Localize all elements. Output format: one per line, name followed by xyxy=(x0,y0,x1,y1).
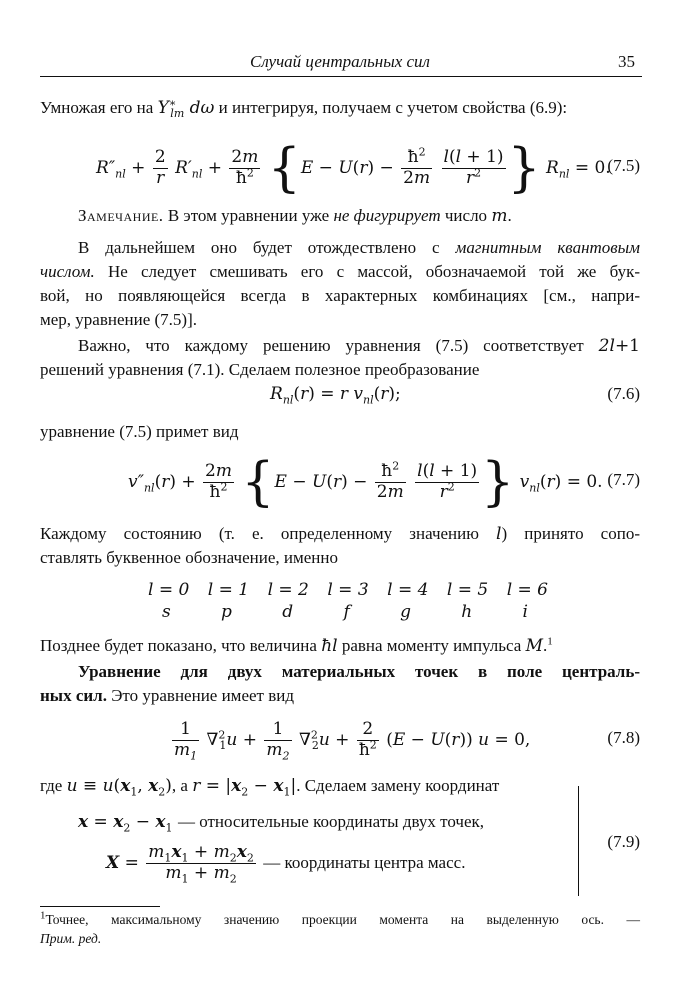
paragraph-3-line-2: решений уравнения (7.1). Сделаем полезное преобразование xyxy=(40,360,480,379)
paragraph-4: уравнение (7.5) примет вид xyxy=(40,422,239,441)
state-letter: f xyxy=(343,602,350,622)
state-letter: s xyxy=(162,602,171,622)
paragraph-6: Позднее будет показано, что величина ħl равна моменту импульса M.$^1$ xyxy=(40,635,553,656)
paragraph-2-line-1: В дальнейшем оно будет отождествлено с магнитным квантовым xyxy=(78,238,641,257)
equation-7-8: $\frac{1}{m_1}$ ∇$^2_1$u + $\frac{1}{m_2}$ ∇$^2_2$u + $\frac{2}{ħ^2}$ (E − U(r)) u = 0, xyxy=(174,719,531,763)
paragraph-2-line-4: мер, уравнение (7.5)]. xyxy=(40,310,197,329)
page-number: 35 xyxy=(618,52,635,71)
remark-label: Замечание. xyxy=(78,206,164,225)
states-l-row xyxy=(148,580,548,600)
equation-number-7-5: (7.5) xyxy=(607,156,640,175)
header-rule xyxy=(40,76,642,77)
state-l: l = 5 xyxy=(446,580,489,600)
paragraph-5-line-2: ставлять буквенное обозначение, именно xyxy=(40,548,338,567)
remark-text-b: число xyxy=(444,206,488,225)
state-letter: g xyxy=(400,602,411,622)
state-letter: p xyxy=(221,602,232,622)
equation-number-7-8: (7.8) xyxy=(607,728,640,747)
section-title-line-2: ных сил. Это уравнение имеет вид xyxy=(40,686,294,705)
remark-emphasis: не фигурирует xyxy=(333,206,441,225)
paragraph-2-line-3: вой, но появляющейся всегда в характерных комбинациях [см., напри- xyxy=(40,286,640,305)
ylm-symbol: $Y^∗_{lm}$ dω xyxy=(157,96,215,121)
equation-7-7: $v''_{nl}(r)$ + $\frac{2m}{ħ^2}$ {E − U(r) − $\frac{ħ^2}{2m}$ $\frac{l(l + 1)}{r^2}$ } $v_{nl}(r) = 0$. xyxy=(128,452,603,513)
state-letter: d xyxy=(282,602,294,622)
center-of-mass: X = $\frac{m_1x_1 + m_2x_2}{m_1 + m_2}$ — координаты центра масс. xyxy=(106,842,466,886)
paragraph-3-line-1: Важно, что каждому решению уравнения (7.5) соответствует 2l+1 xyxy=(78,336,640,356)
equation-7-6: $R_{nl}(r) = r$ $v_{nl}(r)$; xyxy=(270,384,401,407)
equation-number-7-9: (7.9) xyxy=(607,832,640,851)
footnote: $^1$Точнее, максимальному значению проекции момента на выделенную ось. — Прим. ред. xyxy=(40,909,640,946)
state-letter: i xyxy=(522,602,528,622)
equation-bracket xyxy=(578,786,579,896)
running-title: Случай центральных сил xyxy=(250,52,430,71)
state-l: l = 4 xyxy=(387,580,429,600)
states-letter-row xyxy=(148,600,548,622)
paragraph-2-line-2: числом. Не следует смешивать его с массой, обозначаемой той же бук- xyxy=(40,262,640,281)
equation-7-5: $R''_{nl}$ + $\frac{2}{r}$ $R'_{nl}$ + $\frac{2m}{ħ^2}$ {E − U(r) − $\frac{ħ^2}{2m}$ $\frac{l(l + 1)}{r^2}$ } $R_{nl} = 0$. xyxy=(96,138,611,199)
state-l: l = 1 xyxy=(207,580,250,600)
intro-text: Умножая его на xyxy=(40,98,154,117)
state-l: l = 0 xyxy=(148,580,190,600)
footnote-rule xyxy=(40,906,160,907)
state-l: l = 6 xyxy=(506,580,548,600)
paragraph-intro xyxy=(40,96,640,120)
remark: Замечание. В этом уравнении уже не фигурирует число m. xyxy=(78,206,512,226)
remark-text-a: В этом уравнении уже xyxy=(167,206,330,225)
equation-number-7-7: (7.7) xyxy=(607,470,640,489)
relative-coordinates: $x = x_2 - x_1$ — относительные координаты двух точек, xyxy=(78,812,485,835)
state-letter: h xyxy=(461,602,473,622)
section-title-line-1: Уравнение для двух материальных точек в поле централь- xyxy=(78,662,640,681)
paragraph-7: где $u \equiv u(x_1$, $x_2$), а $r = |x_2 - x_1|$. Сделаем замену координат xyxy=(40,776,500,799)
paragraph-5-line-1: Каждому состоянию (т. е. определенному значению l) принято сопо- xyxy=(40,524,640,544)
state-l: l = 2 xyxy=(267,580,309,600)
intro-rest: и интегрируя, получаем с учетом свойства (6.9): xyxy=(218,98,568,117)
state-l: l = 3 xyxy=(327,580,369,600)
states-table xyxy=(148,580,548,622)
equation-number-7-6: (7.6) xyxy=(607,384,640,403)
